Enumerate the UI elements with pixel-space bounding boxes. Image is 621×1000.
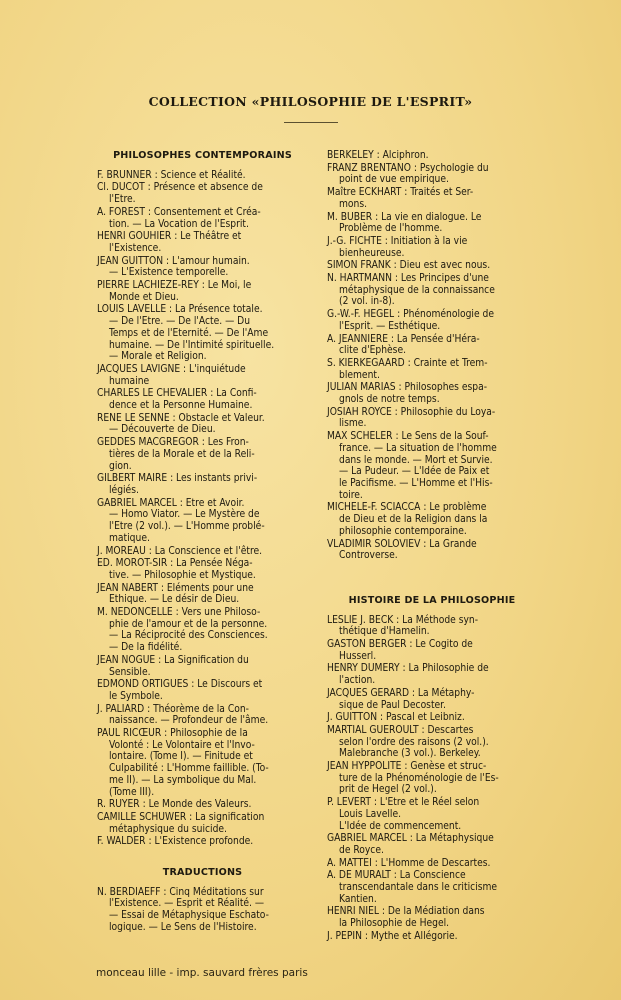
- entry-continuation: transcendantale dans le criticisme: [339, 882, 498, 894]
- catalog-entry: [97, 182, 308, 205]
- section-gap: [327, 563, 537, 595]
- title-divider: [284, 122, 338, 123]
- entry-continuation: selon l'ordre des raisons (2 vol.).: [339, 736, 489, 748]
- catalog-entry: [97, 583, 308, 606]
- catalog-entry: [327, 150, 537, 162]
- catalog-entry: [327, 431, 537, 501]
- entry-continuation: légiés.: [109, 484, 139, 496]
- catalog-entry: [327, 163, 537, 186]
- catalog-entry: [327, 712, 537, 724]
- entry-author-title: CAMILLE SCHUWER : La signification: [97, 811, 265, 823]
- catalog-entry: [327, 502, 537, 537]
- entry-continuation: humaine: [109, 375, 150, 387]
- entry-continuation: l'Esprit. — Esthétique.: [339, 320, 441, 332]
- entry-continuation: l'Etre.: [109, 194, 136, 206]
- entry-continuation: (2 vol. in-8).: [339, 296, 395, 308]
- entry-continuation: Kantien.: [339, 893, 377, 905]
- left-column: [97, 150, 308, 935]
- entry-continuation: france. — La situation de l'homme: [339, 442, 497, 454]
- entry-list: [327, 615, 537, 943]
- entry-continuation: gnols de notre temps.: [339, 394, 440, 406]
- catalog-entry: [327, 334, 537, 357]
- catalog-entry: [97, 364, 308, 387]
- right-column: [327, 150, 537, 944]
- catalog-entry: [97, 498, 308, 545]
- entry-continuation: l'Etre (2 vol.). — L'Homme problé-: [109, 521, 265, 533]
- entry-continuation: point de vue empirique.: [339, 174, 449, 186]
- catalog-entry: [327, 615, 537, 638]
- catalog-entry: [97, 388, 308, 411]
- catalog-entry: [97, 473, 308, 496]
- entry-author-title: CHARLES LE CHEVALIER : La Confi-: [97, 388, 257, 400]
- entry-author-title: R. RUYER : Le Monde des Valeurs.: [97, 799, 252, 811]
- entry-author-title: GASTON BERGER : Le Cogito de: [327, 639, 473, 651]
- entry-author-title: HENRI GOUHIER : Le Théâtre et: [97, 231, 242, 243]
- catalog-entry: [327, 833, 537, 856]
- entry-author-title: JEAN HYPPOLITE : Genèse et struc-: [327, 761, 487, 773]
- entry-author-title: M. BUBER : La vie en dialogue. Le: [327, 211, 482, 223]
- entry-author-title: JOSIAH ROYCE : Philosophie du Loya-: [327, 406, 496, 418]
- catalog-entry: [327, 858, 537, 870]
- entry-continuation: humaine. — De l'Intimité spirituelle.: [109, 339, 275, 351]
- entry-author-title: N. HARTMANN : Les Principes d'une: [327, 273, 489, 285]
- entry-continuation: mons.: [339, 198, 368, 210]
- entry-author-title: J.-G. FICHTE : Initiation à la vie: [327, 235, 468, 247]
- entry-continuation: de Dieu et de la Religion dans la: [339, 514, 488, 526]
- catalog-entry: [97, 704, 308, 727]
- entry-continuation: (Tome III).: [109, 786, 155, 798]
- catalog-entry: [327, 236, 537, 259]
- section-heading: TRADUCTIONS: [162, 867, 243, 879]
- entry-continuation: le Pacifisme. — L'Homme et l'His-: [339, 477, 493, 489]
- entry-author-title: MAX SCHELER : Le Sens de la Souf-: [327, 431, 489, 443]
- catalog-entry: [97, 231, 308, 254]
- entry-continuation: naissance. — Profondeur de l'âme.: [109, 715, 269, 727]
- entry-author-title: A. JEANNIERE : La Pensée d'Héra-: [327, 333, 480, 345]
- entry-author-title: J. PEPIN : Mythe et Allégorie.: [327, 930, 458, 942]
- catalog-entry: [327, 663, 537, 686]
- entry-continuation: Problème de l'homme.: [339, 223, 443, 235]
- entry-continuation: l'Existence. — Esprit et Réalité. —: [109, 898, 265, 910]
- entry-continuation: lisme.: [339, 418, 367, 430]
- entry-continuation: toire.: [339, 489, 363, 501]
- entry-continuation: l'Existence.: [109, 242, 162, 254]
- section-heading: HISTOIRE DE LA PHILOSOPHIE: [348, 594, 516, 606]
- entry-continuation: tion. — La Vocation de l'Esprit.: [109, 218, 249, 230]
- entry-continuation: lontaire. (Tome I). — Finitude et: [109, 751, 253, 763]
- entry-author-title: MICHELE-F. SCIACCA : Le problème: [327, 502, 487, 514]
- catalog-entry: [97, 437, 308, 472]
- entry-continuation: — Découverte de Dieu.: [109, 424, 216, 436]
- entry-continuation: logique. — Le Sens de l'Histoire.: [109, 921, 257, 933]
- catalog-entry: [97, 207, 308, 230]
- entry-author-title: JULIAN MARIAS : Philosophes espa-: [327, 382, 488, 394]
- entry-continuation: Sensible.: [109, 666, 151, 678]
- catalog-entry: [97, 812, 308, 835]
- entry-continuation: métaphysique de la connaissance: [339, 284, 495, 296]
- entry-continuation: prit de Hegel (2 vol.).: [339, 784, 437, 796]
- entry-continuation: Husserl.: [339, 650, 377, 662]
- entry-author-title: F. WALDER : L'Existence profonde.: [97, 836, 254, 848]
- entry-author-title: EDMOND ORTIGUES : Le Discours et: [97, 679, 263, 691]
- catalog-entry: [97, 887, 308, 934]
- entry-author-title: J. MOREAU : La Conscience et l'être.: [97, 545, 263, 557]
- entry-author-title: J. GUITTON : Pascal et Leibniz.: [327, 712, 465, 724]
- catalog-entry: [97, 304, 308, 363]
- entry-author-title: JEAN NABERT : Eléments pour une: [97, 582, 254, 594]
- entry-continuation: le Symbole.: [109, 690, 163, 702]
- entry-continuation: phie de l'amour et de la personne.: [109, 618, 268, 630]
- entry-continuation: Malebranche (3 vol.). Berkeley.: [339, 748, 481, 760]
- entry-continuation: Monde et Dieu.: [109, 291, 179, 303]
- catalog-entry: [327, 539, 537, 562]
- entry-continuation: l'action.: [339, 675, 376, 687]
- entry-continuation: — La Réciprocité des Consciences.: [109, 630, 268, 642]
- entry-list: [97, 887, 308, 934]
- page-title: COLLECTION «PHILOSOPHIE DE L'ESPRIT»: [148, 94, 473, 109]
- section-gap: [97, 849, 308, 867]
- catalog-entry: [327, 870, 537, 905]
- catalog-entry: [327, 761, 537, 796]
- catalog-entry: [97, 836, 308, 848]
- catalog-entry: [327, 407, 537, 430]
- entry-author-title: HENRI NIEL : De la Médiation dans: [327, 906, 485, 918]
- entry-continuation: philosophie contemporaine.: [339, 525, 467, 537]
- entry-author-title: JEAN NOGUE : La Signification du: [97, 654, 249, 666]
- entry-author-title: HENRY DUMERY : La Philosophie de: [327, 663, 489, 675]
- catalog-entry: [327, 358, 537, 381]
- entry-continuation: dence et la Personne Humaine.: [109, 400, 253, 412]
- catalog-entry: [97, 256, 308, 279]
- entry-author-title: ED. MOROT-SIR : La Pensée Néga-: [97, 558, 253, 570]
- catalog-entry: [97, 655, 308, 678]
- entry-continuation: ture de la Phénoménologie de l'Es-: [339, 772, 499, 784]
- entry-author-title: RENE LE SENNE : Obstacle et Valeur.: [97, 412, 265, 424]
- catalog-entry: [327, 260, 537, 272]
- entry-continuation: bienheureuse.: [339, 247, 405, 259]
- catalog-entry: [327, 212, 537, 235]
- entry-author-title: JEAN GUITTON : L'amour humain.: [97, 255, 250, 267]
- entry-author-title: GABRIEL MARCEL : Etre et Avoir.: [97, 497, 245, 509]
- entry-author-title: VLADIMIR SOLOVIEV : La Grande: [327, 538, 477, 550]
- entry-continuation: me II). — La symbolique du Mal.: [109, 774, 257, 786]
- entry-author-title: M. NEDONCELLE : Vers une Philoso-: [97, 607, 261, 619]
- entry-continuation: tières de la Morale et de la Reli-: [109, 448, 255, 460]
- entry-author-title: GILBERT MAIRE : Les instants privi-: [97, 473, 258, 485]
- entry-continuation: L'Idée de commencement.: [339, 820, 462, 832]
- entry-continuation: — La Pudeur. — L'Idée de Paix et: [339, 466, 490, 478]
- entry-author-title: PIERRE LACHIEZE-REY : Le Moi, le: [97, 280, 252, 292]
- entry-continuation: gion.: [109, 460, 132, 472]
- entry-author-title: J. PALIARD : Théorème de la Con-: [97, 703, 249, 715]
- entry-continuation: — Homo Viator. — Le Mystère de: [109, 509, 260, 521]
- entry-author-title: GABRIEL MARCEL : La Métaphysique: [327, 833, 494, 845]
- catalog-entry: [327, 187, 537, 210]
- entry-author-title: A. MATTEI : L'Homme de Descartes.: [327, 857, 491, 869]
- catalog-entry: [97, 170, 308, 182]
- entry-author-title: FRANZ BRENTANO : Psychologie du: [327, 162, 489, 174]
- entry-author-title: A. DE MURALT : La Conscience: [327, 870, 466, 882]
- entry-author-title: LOUIS LAVELLE : La Présence totale.: [97, 304, 263, 316]
- entry-author-title: BERKELEY : Alciphron.: [327, 150, 429, 161]
- entry-author-title: N. BERDIAEFF : Cinq Méditations sur: [97, 886, 264, 898]
- entry-author-title: GEDDES MACGREGOR : Les Fron-: [97, 437, 249, 449]
- entry-author-title: JACQUES GERARD : La Métaphy-: [327, 687, 475, 699]
- entry-author-title: PAUL RICŒUR : Philosophie de la: [97, 728, 248, 740]
- entry-continuation: — De l'Etre. — De l'Acte. — Du: [109, 316, 251, 328]
- catalog-entry: [327, 906, 537, 929]
- entry-continuation: Controverse.: [339, 550, 398, 562]
- catalog-entry: [97, 607, 308, 654]
- catalog-entry: [327, 797, 537, 832]
- catalog-entry: [97, 413, 308, 436]
- entry-continuation: blement.: [339, 369, 380, 381]
- entry-continuation: dans le monde. — Mort et Survie.: [339, 454, 493, 466]
- catalog-entry: [97, 546, 308, 558]
- entry-continuation: — De la fidélité.: [109, 642, 183, 654]
- entry-author-title: G.-W.-F. HEGEL : Phénoménologie de: [327, 309, 494, 321]
- entry-author-title: SIMON FRANK : Dieu est avec nous.: [327, 260, 491, 272]
- entry-author-title: F. BRUNNER : Science et Réalité.: [97, 169, 246, 181]
- catalog-entry: [327, 688, 537, 711]
- entry-continuation: la Philosophie de Hegel.: [339, 918, 450, 930]
- entry-continuation: Temps et de l'Eternité. — De l'Ame: [109, 327, 269, 339]
- printer-imprint: monceau lille - imp. sauvard frères paris: [96, 967, 308, 979]
- catalog-entry: [327, 931, 537, 943]
- entry-continuation: matique.: [109, 532, 150, 544]
- entry-list: [327, 150, 537, 562]
- catalog-entry: [327, 639, 537, 662]
- entry-list: [97, 170, 308, 848]
- entry-continuation: métaphysique du suicide.: [109, 823, 227, 835]
- catalog-entry: [97, 280, 308, 303]
- entry-author-title: Maître ECKHART : Traités et Ser-: [327, 187, 474, 199]
- catalog-entry: [327, 273, 537, 308]
- entry-continuation: clite d'Ephèse.: [339, 345, 406, 357]
- entry-continuation: de Royce.: [339, 844, 384, 856]
- entry-continuation: thétique d'Hamelin.: [339, 626, 430, 638]
- entry-continuation: Volonté : Le Volontaire et l'Invo-: [109, 739, 255, 751]
- entry-author-title: JACQUES LAVIGNE : L'inquiétude: [97, 363, 246, 375]
- catalog-entry: [97, 558, 308, 581]
- entry-author-title: Cl. DUCOT : Présence et absence de: [97, 182, 263, 194]
- entry-continuation: tive. — Philosophie et Mystique.: [109, 569, 256, 581]
- entry-author-title: P. LEVERT : L'Etre et le Réel selon: [327, 797, 480, 809]
- entry-continuation: sique de Paul Decoster.: [339, 699, 446, 711]
- catalog-entry: [327, 309, 537, 332]
- catalog-entry: [97, 799, 308, 811]
- entry-continuation: — Morale et Religion.: [109, 351, 207, 363]
- catalog-entry: [97, 679, 308, 702]
- entry-author-title: S. KIERKEGAARD : Crainte et Trem-: [327, 357, 488, 369]
- entry-continuation: — L'Existence temporelle.: [109, 267, 229, 279]
- section-heading: PHILOSOPHES CONTEMPORAINS: [113, 150, 292, 161]
- entry-continuation: — Essai de Métaphysique Eschato-: [109, 910, 269, 922]
- entry-author-title: A. FOREST : Consentement et Créa-: [97, 206, 261, 218]
- entry-continuation: Culpabilité : L'Homme faillible. (To-: [109, 763, 269, 775]
- entry-author-title: LESLIE J. BECK : La Méthode syn-: [327, 614, 479, 626]
- entry-continuation: Louis Lavelle.: [339, 808, 402, 820]
- entry-continuation: Ethique. — Le désir de Dieu.: [109, 594, 240, 606]
- entry-author-title: MARTIAL GUEROULT : Descartes: [327, 724, 474, 736]
- catalog-entry: [327, 382, 537, 405]
- catalog-entry: [327, 725, 537, 760]
- catalog-entry: [97, 728, 308, 798]
